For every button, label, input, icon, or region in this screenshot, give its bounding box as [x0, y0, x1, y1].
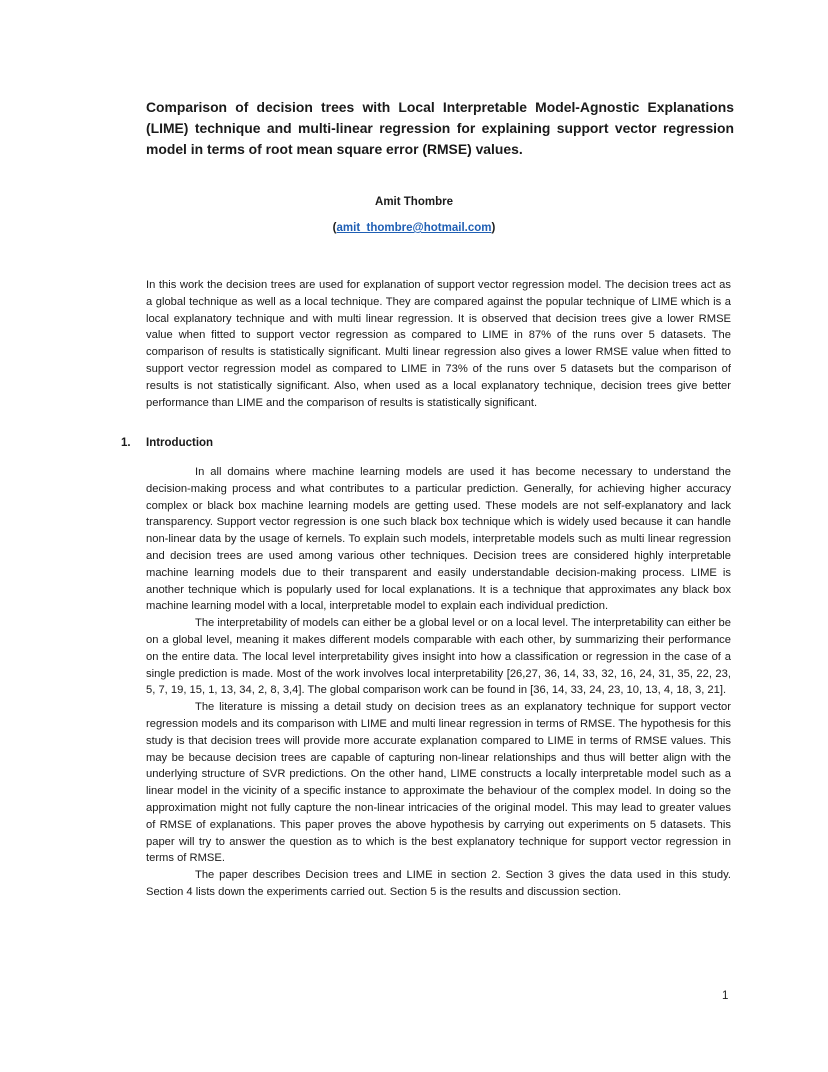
- author-name: Amit Thombre: [375, 196, 453, 208]
- section-title: Introduction: [146, 437, 214, 449]
- body-paragraph: In all domains where machine learning models are used it has become necessary to understand the decision-making process and what contributes to a particular prediction. Generally, for achieving higher accuracy complex or black box machine learning models are getting used. These models are not self-explanatory and lack transparency. Support vector regression is one such black box technique which is widely used because it can handle non-linear data by the usage of kernels. To explain such models, interpretable models such as multi linear regression and decision trees are used among various other techniques. Decision trees are considered highly interpretable machine learning models due to their transparent and easily understandable decision-making process. LIME is another technique which is popularly used for local explanations. It is a technique that approximates any black box machine learning model with a local, interpretable model to explain each individual prediction.: [146, 466, 731, 613]
- author-email-line: [0, 222, 828, 234]
- introduction-body: [146, 464, 731, 901]
- paper-title: Comparison of decision trees with Local Interpretable Model-Agnostic Explanations (LIME) technique and multi-linear regression for explaining support vector regression model in terms of root mean square error (RMSE) values.: [146, 99, 734, 157]
- body-paragraph: The interpretability of models can either be a global level or on a local level. The interpretability can either be on a global level, meaning it makes different models comparable with each other, by summarizing their performance on the entire data. The local level interpretability gives insight into how a classification or regression in the case of a single prediction is made. Most of the work involves local interpretability [26,27, 36, 14, 33, 32, 16, 24, 31, 35, 22, 23, 5, 7, 19, 15, 1, 13, 34, 2, 8, 3,4]. The global comparison work can be found in [36, 14, 33, 24, 23, 10, 13, 4, 18, 3, 21].: [146, 617, 731, 697]
- section-number: 1.: [121, 437, 131, 449]
- email-close-paren: ): [491, 222, 496, 234]
- page-number: 1: [722, 990, 729, 1002]
- section-heading-introduction: [121, 437, 213, 449]
- body-paragraph: The literature is missing a detail study on decision trees as an explanatory technique for support vector regression models and its comparison with LIME and multi linear regression in terms of RMSE. The hypothesis for this study is that decision trees will provide more accurate explanation compared to LIME in terms of RMSE values. This may be because decision trees are capable of capturing non-linear relationships and thus will better align with the underlying structure of SVR predictions. On the other hand, LIME constructs a locally interpretable model such as a linear model in the vicinity of a specific instance to approximate the behaviour of the complex model. In doing so the approximation might not fully capture the non-linear intricacies of the original model. This may lead to greater values of RMSE of explanations. This paper proves the above hypothesis by carrying out experiments on 5 datasets. This paper will try to answer the question as to which is the best explanatory technique for support vector regression in terms of RMSE.: [146, 701, 731, 865]
- email-open-paren: (: [332, 222, 337, 234]
- body-paragraph: The paper describes Decision trees and LIME in section 2. Section 3 gives the data used in this study. Section 4 lists down the experiments carried out. Section 5 is the results and discussion section.: [146, 869, 731, 898]
- abstract-text: In this work the decision trees are used for explanation of support vector regression model. The decision trees act as a global technique as well as a local technique. They are compared against the popular technique of LIME which is a local explanatory technique and with multi linear regression. It is observed that decision trees give a lower RMSE value when fitted to support vector regression as compared to LIME in 87% of the runs over 5 datasets. The comparison of results is statistically significant. Multi linear regression also gives a lower RMSE value when fitted to support vector regression model as compared to LIME in 73% of the runs over 5 datasets but the comparison of results is not statistically significant. Also, when used as a local explanatory technique, decision trees give better performance than LIME and the comparison of results is statistically significant.: [146, 279, 731, 409]
- author-email-link[interactable]: amit_thombre@hotmail.com: [336, 222, 492, 234]
